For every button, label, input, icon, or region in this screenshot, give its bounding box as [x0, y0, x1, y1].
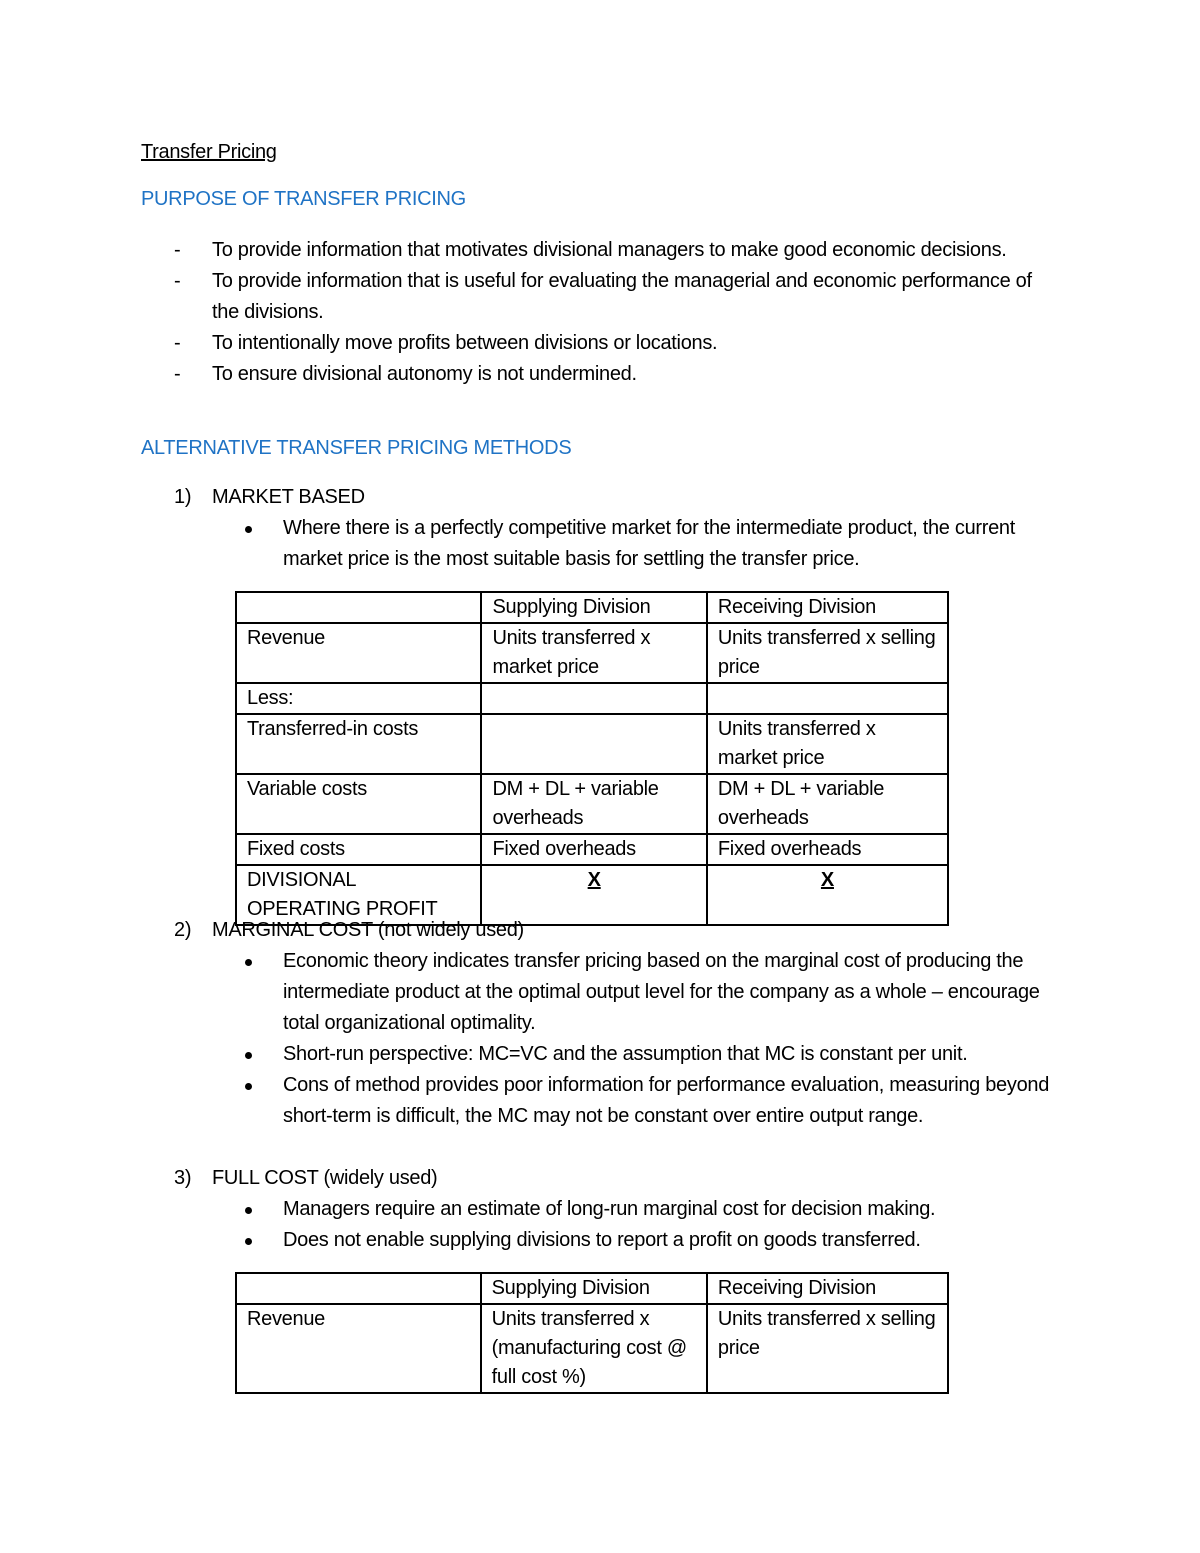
method-label: FULL COST (widely used): [212, 1167, 438, 1189]
table-cell: Variable costs: [236, 774, 481, 834]
bullet-icon: [245, 1238, 252, 1245]
profit-value: X: [587, 869, 601, 891]
purpose-list-item: [141, 235, 1041, 266]
table-cell: Units transferred x market price: [707, 714, 948, 774]
table-row: [236, 774, 948, 834]
bullet-text: Managers require an estimate of long-run marginal cost for decision making.: [283, 1198, 936, 1220]
table-row: [236, 714, 948, 774]
method-marginal-cost: [174, 915, 524, 946]
full-cost-bullets: [245, 1194, 1075, 1256]
table-cell: Fixed overheads: [707, 834, 948, 865]
method-market-based: [174, 482, 365, 513]
profit-value: X: [820, 869, 834, 891]
dash-marker: -: [174, 363, 181, 385]
purpose-item-text: To ensure divisional autonomy is not undermined.: [212, 363, 637, 385]
table-cell: Fixed overheads: [481, 834, 706, 865]
table-cell: Fixed costs: [236, 834, 481, 865]
table-cell: Units transferred x (manufacturing cost @ full cost %): [481, 1304, 707, 1393]
table-header-cell: Receiving Division: [707, 592, 948, 623]
bullet-item: [245, 946, 1075, 1039]
purpose-list-item: [141, 266, 1041, 328]
method-number: 1): [174, 486, 192, 508]
method-full-cost: [174, 1163, 437, 1194]
method-number: 2): [174, 919, 192, 941]
table-cell: DIVISIONAL OPERATING PROFIT: [236, 865, 481, 925]
table-cell: Revenue: [236, 623, 481, 683]
table-cell: Less:: [236, 683, 481, 714]
bullet-item: [245, 1070, 1075, 1132]
bullet-icon: [245, 1083, 252, 1090]
bullet-icon: [245, 1052, 252, 1059]
dash-marker: -: [174, 270, 181, 292]
table-header-cell: [236, 1273, 481, 1304]
table-header-row: [236, 592, 948, 623]
purpose-list: [141, 235, 1041, 390]
purpose-list-item: [141, 328, 1041, 359]
document-title: Transfer Pricing: [141, 141, 277, 163]
table-row: [236, 683, 948, 714]
bullet-text: Where there is a perfectly competitive market for the intermediate product, the current market price is the most suitable basis for settling the transfer price.: [283, 517, 1016, 570]
bullet-item: [245, 513, 1075, 575]
marginal-cost-bullets: [245, 946, 1075, 1132]
table-cell: [707, 865, 948, 925]
section-heading-purpose: PURPOSE OF TRANSFER PRICING: [141, 188, 466, 210]
market-based-bullets: [245, 513, 1075, 575]
bullet-icon: [245, 959, 252, 966]
table-cell: DM + DL + variable overheads: [481, 774, 706, 834]
table-cell: Units transferred x selling price: [707, 1304, 948, 1393]
table-cell: [481, 683, 706, 714]
table-row: [236, 623, 948, 683]
bullet-icon: [245, 1207, 252, 1214]
method-label: MARKET BASED: [212, 486, 365, 508]
purpose-item-text: To provide information that is useful for evaluating the managerial and economic performance of the divisions.: [212, 270, 1032, 323]
bullet-item: [245, 1039, 1075, 1070]
table-header-cell: Receiving Division: [707, 1273, 948, 1304]
table-row: [236, 1304, 948, 1393]
dash-marker: -: [174, 332, 181, 354]
table-header-row: [236, 1273, 948, 1304]
bullet-icon: [245, 526, 252, 533]
table-cell: Transferred-in costs: [236, 714, 481, 774]
table-cell: [481, 714, 706, 774]
purpose-item-text: To provide information that motivates divisional managers to make good economic decisions.: [212, 239, 1007, 261]
market-based-table: [235, 591, 949, 926]
bullet-text: Does not enable supplying divisions to report a profit on goods transferred.: [283, 1229, 921, 1251]
table-header-cell: Supplying Division: [481, 592, 706, 623]
method-number: 3): [174, 1167, 192, 1189]
dash-marker: -: [174, 239, 181, 261]
bullet-item: [245, 1225, 1075, 1256]
table-cell: [707, 683, 948, 714]
bullet-text: Short-run perspective: MC=VC and the assumption that MC is constant per unit.: [283, 1043, 968, 1065]
bullet-text: Economic theory indicates transfer pricing based on the marginal cost of producing the intermediate product at the optimal output level for the company as a whole – encourage total organizational optimality.: [283, 950, 1040, 1034]
section-heading-methods: ALTERNATIVE TRANSFER PRICING METHODS: [141, 437, 572, 459]
full-cost-table: [235, 1272, 949, 1394]
table-cell: Units transferred x market price: [481, 623, 706, 683]
table-cell: Revenue: [236, 1304, 481, 1393]
method-label: MARGINAL COST (not widely used): [212, 919, 524, 941]
table-cell: Units transferred x selling price: [707, 623, 948, 683]
bullet-text: Cons of method provides poor information for performance evaluation, measuring beyond short-term is difficult, the MC may not be constant over entire output range.: [283, 1074, 1050, 1127]
table-header-cell: [236, 592, 481, 623]
purpose-item-text: To intentionally move profits between divisions or locations.: [212, 332, 718, 354]
table-row: [236, 834, 948, 865]
purpose-list-item: [141, 359, 1041, 390]
table-header-cell: Supplying Division: [481, 1273, 707, 1304]
table-cell: DM + DL + variable overheads: [707, 774, 948, 834]
bullet-item: [245, 1194, 1075, 1225]
